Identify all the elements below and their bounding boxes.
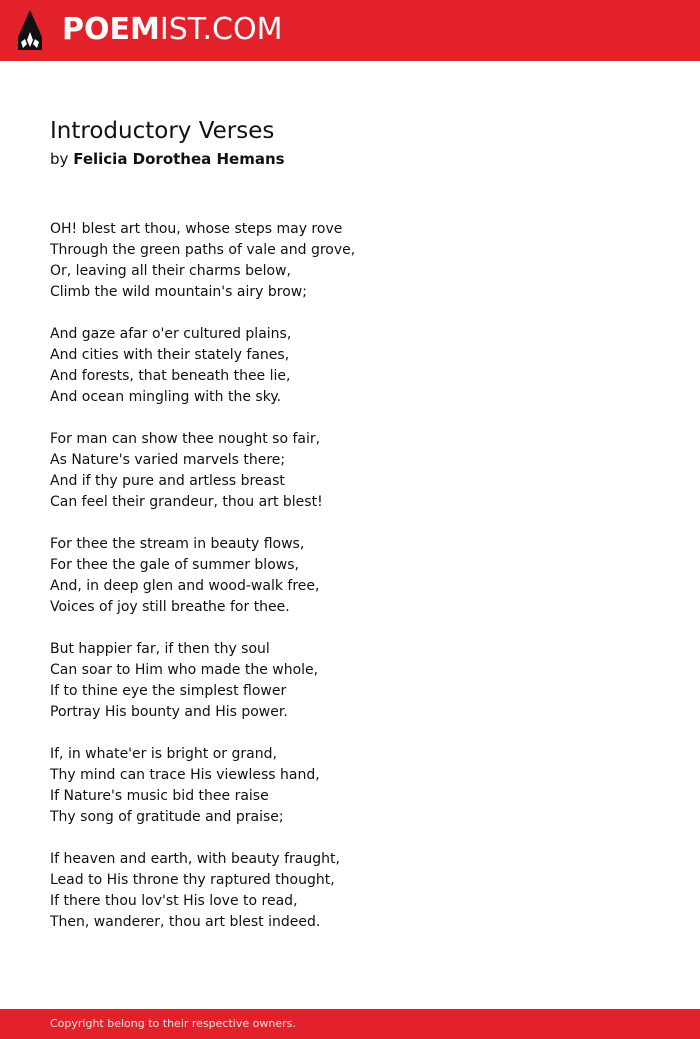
poem-line: For thee the stream in beauty flows, [50,536,305,552]
poem-line: And forests, that beneath thee lie, [50,368,291,384]
poem-line: Through the green paths of vale and grove, [50,242,356,258]
site-logo[interactable] [62,12,282,48]
stanza [50,534,650,618]
stanza [50,849,650,933]
stanza [50,219,650,303]
poem-title: Introductory Verses [50,118,275,144]
site-footer [0,1009,700,1039]
poem-line: For thee the gale of summer blows, [50,557,299,573]
poem-line: And, in deep glen and wood-walk free, [50,578,320,594]
site-header [0,0,700,61]
poem-line: Lead to His throne thy raptured thought, [50,872,335,888]
poem-line: And cities with their stately fanes, [50,347,290,363]
poem-line: And ocean mingling with the sky. [50,389,282,405]
stanza [50,324,650,408]
poem-line: Thy song of gratitude and praise; [50,809,284,825]
poem-line: OH! blest art thou, whose steps may rove [50,221,343,237]
poem-line: And gaze afar o'er cultured plains, [50,326,292,342]
poem-line: If heaven and earth, with beauty fraught, [50,851,340,867]
poem-byline [50,149,285,169]
brand-light: IST.COM [159,12,283,47]
by-label: by [50,150,69,168]
poem-line: And if thy pure and artless breast [50,473,285,489]
poem-line: If Nature's music bid thee raise [50,788,269,804]
poem-line: Climb the wild mountain's airy brow; [50,284,307,300]
poem-line: If there thou lov'st His love to read, [50,893,298,909]
poem-line: Portray His bounty and His power. [50,704,288,720]
copyright-notice: Copyright belong to their respective owners. [50,1017,296,1030]
poem-line: Voices of joy still breathe for thee. [50,599,290,615]
poem-line: Can feel their grandeur, thou art blest! [50,494,323,510]
stanza [50,639,650,723]
poem-line: Thy mind can trace His viewless hand, [50,767,320,783]
poem-line: As Nature's varied marvels there; [50,452,286,468]
poem-line: But happier far, if then thy soul [50,641,270,657]
brand-bold: POEM [62,12,160,47]
stanza [50,429,650,513]
poem-body [50,219,650,954]
poem-line: Can soar to Him who made the whole, [50,662,319,678]
poem-author: Felicia Dorothea Hemans [73,150,285,168]
poem-line: If to thine eye the simplest flower [50,683,287,699]
poem-line: If, in whate'er is bright or grand, [50,746,277,762]
poem-line: For man can show thee nought so fair, [50,431,321,447]
pencil-icon[interactable] [18,10,42,50]
poem-line: Or, leaving all their charms below, [50,263,291,279]
poem-line: Then, wanderer, thou art blest indeed. [50,914,321,930]
stanza [50,744,650,828]
